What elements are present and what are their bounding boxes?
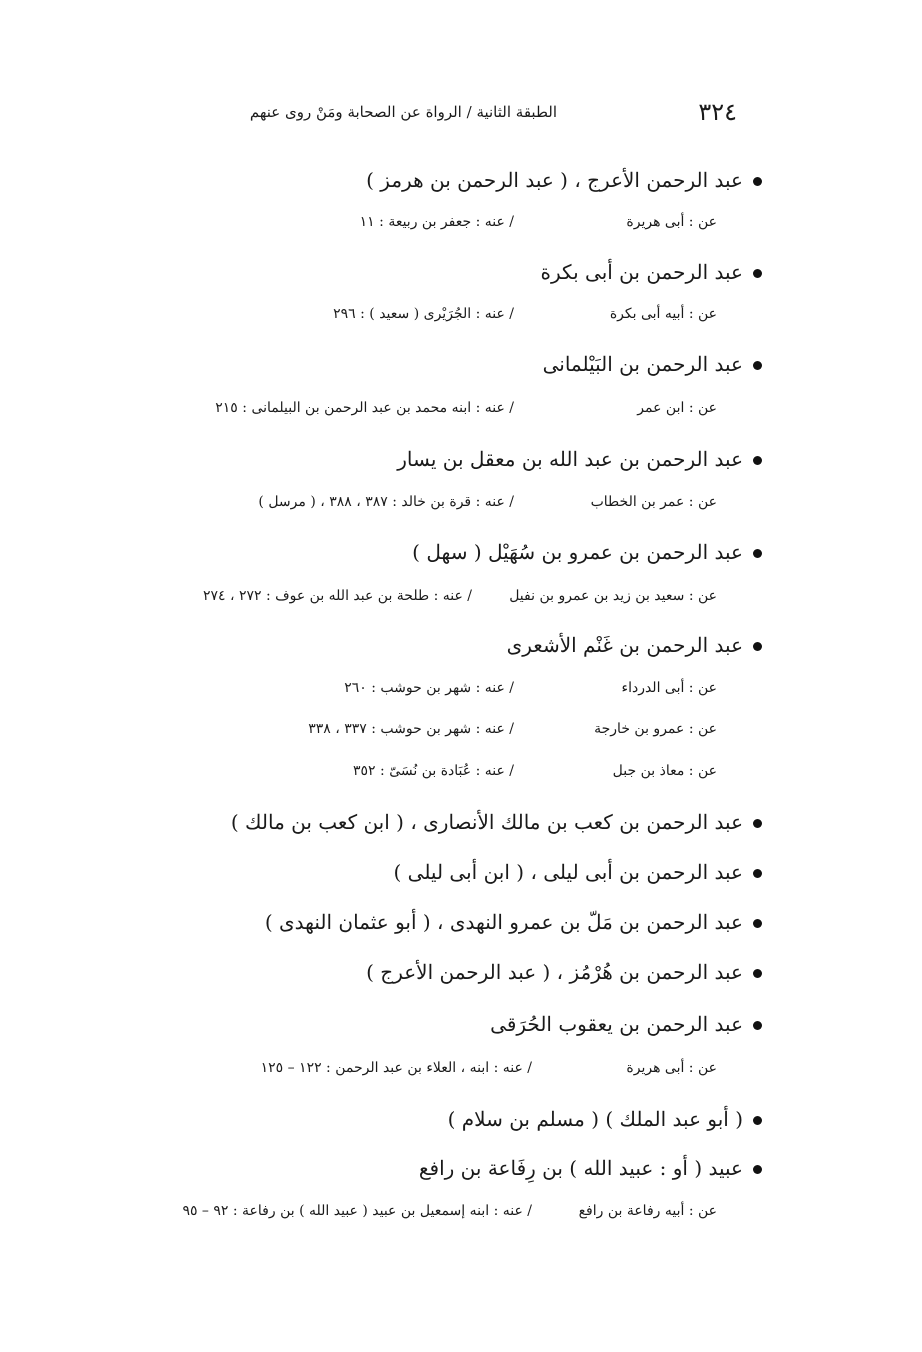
- bullet-icon: [753, 1021, 762, 1030]
- running-head: [200, 98, 737, 128]
- entry-heading: عبد الرحمن بن يعقوب الحُرَقى: [490, 1012, 762, 1036]
- entry-heading: عبد الرحمن بن البَيْلمانى: [543, 352, 762, 376]
- bullet-icon: [753, 177, 762, 186]
- bullet-icon: [753, 1116, 762, 1125]
- bullet-icon: [753, 269, 762, 278]
- entry-heading: عبد الرحمن بن أبى ليلى ، ( ابن أبى ليلى ): [393, 860, 762, 884]
- bullet-icon: [753, 1165, 762, 1174]
- entry-heading: عبد الرحمن بن غَنْم الأشعرى: [507, 633, 762, 657]
- bullet-icon: [753, 869, 762, 878]
- entry-heading: عبد الرحمن الأعرج ، ( عبد الرحمن بن هرمز ): [366, 168, 762, 192]
- bullet-icon: [753, 456, 762, 465]
- entry-heading: عبد الرحمن بن أبى بكرة: [541, 260, 762, 284]
- entry-heading: ( أبو عبد الملك ) ( مسلم بن سلام ): [448, 1107, 762, 1131]
- page-number: ٣٢٤: [698, 98, 737, 126]
- running-title: الطبقة الثانية / الرواة عن الصحابة ومَنْ روى عنهم: [249, 103, 557, 121]
- entry-heading: عبيد ( أو : عبيد الله ) بن رِفَاعة بن رافع: [419, 1156, 762, 1180]
- bullet-icon: [753, 642, 762, 651]
- entry-heading: عبد الرحمن بن عبد الله بن معقل بن يسار: [397, 447, 762, 471]
- entry-heading: عبد الرحمن بن عمرو بن سُهَيْل ( سهل ): [412, 540, 762, 564]
- bullet-icon: [753, 969, 762, 978]
- bullet-icon: [753, 919, 762, 928]
- bullet-icon: [753, 549, 762, 558]
- entry-heading: عبد الرحمن بن مَلّ بن عمرو النهدى ، ( أبو عثمان النهدى ): [265, 910, 762, 934]
- entry-heading: عبد الرحمن بن هُرْمُز ، ( عبد الرحمن الأعرج ): [366, 960, 762, 984]
- document-page: ٣٢٤ الطبقة الثانية / الرواة عن الصحابة ومَنْ روى عنهم عبد الرحمن الأعرج ، ( عبد الرحمن بن هرمز ) عن : أبى هريرة / عنه : جعفر بن ربيعة : ١١ عبد الرحمن بن أبى بكرة عن : أبيه أبى بكرة / عنه : الجُرَيْرى ( سعيد ) : ٢٩٦ عبد الرحمن بن البَيْلمانى عن : ابن عمر / عنه : ابنه محمد بن عبد الرحمن بن البيلمانى : ٢١٥ عبد الرحمن بن عبد الله بن معقل بن يسار عن : عمر بن الخطاب / عنه : قرة بن خالد : ٣٨٧ ، ٣٨٨ ، ( مرسل ) عبد الرحمن بن عمرو بن سُهَيْل ( سهل ) عن : سعيد بن زيد بن عمرو بن نفيل / عنه : طلحة بن عبد الله بن عوف : ٢٧٢ ، ٢٧٤ عبد الرحمن بن غَنْم الأشعرى عن : أبى الدرداء / عنه : شهر بن حوشب : ٢٦٠ عن : عمرو بن خارجة / عنه : شهر بن حوشب : ٣٣٧ ، ٣٣٨ عن : معاذ بن جبل / عنه : عُبَادة بن نُسَىّ : ٣٥٢ عبد الرحمن بن كعب بن مالك الأنصارى ، ( ابن كعب بن مالك ) عبد الرحمن بن أبى ليلى ، ( ابن أبى ليلى ) عبد الرحمن بن مَلّ بن عمرو النهدى ، ( أبو عثمان النهدى ) عبد الرحمن بن هُرْمُز ، ( عبد الرحمن الأعرج ) عبد الرحمن بن يعقوب الحُرَقى عن : أبى هريرة / عنه : ابنه ، العلاء بن عبد الرحمن : ١٢٢ – ١٢٥ ( أبو عبد الملك ) ( مسلم بن سلام ) عبيد ( أو : عبيد الله ) بن رِفَاعة بن رافع عن : أبيه رفاعة بن رافع / عنه : ابنه إسمعيل بن عبيد ( عبيد الله ) بن رفاعة : ٩٢ – ٩٥: [0, 0, 922, 1352]
- bullet-icon: [753, 361, 762, 370]
- bullet-icon: [753, 819, 762, 828]
- entry-heading: عبد الرحمن بن كعب بن مالك الأنصارى ، ( ابن كعب بن مالك ): [231, 810, 762, 834]
